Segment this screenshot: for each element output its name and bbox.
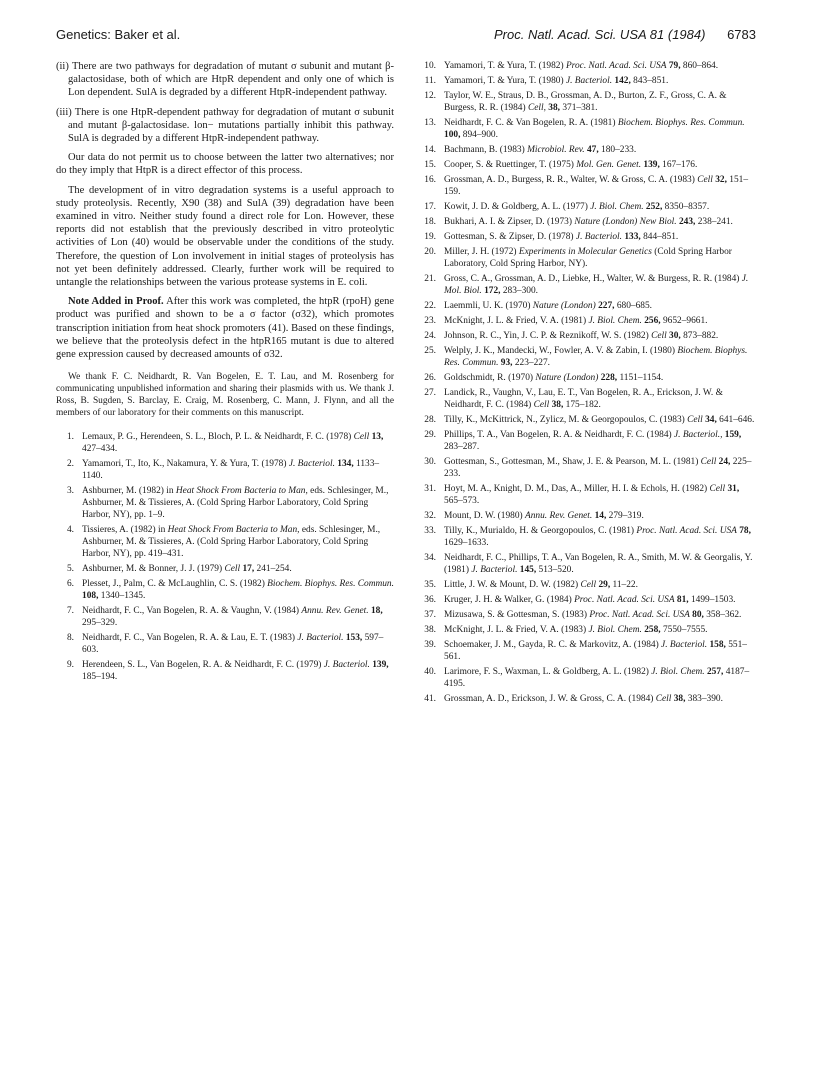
reference-item <box>56 458 394 482</box>
reference-pages: 1151–1154. <box>619 373 664 383</box>
reference-pages: 1340–1345. <box>100 591 146 602</box>
reference-number: 10. <box>424 61 436 71</box>
reference-item <box>418 624 760 636</box>
reference-item <box>56 431 394 455</box>
reference-number: 27. <box>424 388 436 398</box>
reference-authors: Tilly, K., McKittrick, N., Zylicz, M. & Georgopoulos, C. (1983) <box>444 415 685 425</box>
reference-volume: 30, <box>669 331 681 341</box>
reference-pages: 241–254. <box>256 564 292 575</box>
reference-source: Biochem. Biophys. Res. Commun. <box>444 346 748 368</box>
reference-number: 17. <box>424 202 436 212</box>
reference-item <box>418 60 760 72</box>
reference-number: 7. <box>66 606 74 617</box>
reference-volume: 153, <box>345 633 363 644</box>
reference-item <box>418 372 760 384</box>
reference-number: 5. <box>66 564 74 575</box>
reference-item <box>418 231 760 243</box>
reference-authors: Plesset, J., Palm, C. & McLaughlin, C. S. (1982) <box>82 579 265 590</box>
reference-source: Proc. Natl. Acad. Sci. USA <box>565 61 667 71</box>
reference-volume: 227, <box>598 301 615 311</box>
reference-pages: eds. Schlesinger, M., Ashburner, M. & Tissieres, A. (Cold Spring Harbor Laboratory, Cold Spring Harbor, NY), pp. 419–431. <box>82 525 381 560</box>
reference-source: J. Bacteriol. <box>661 640 708 650</box>
reference-number: 31. <box>424 484 436 494</box>
reference-authors: McKnight, J. L. & Fried, V. A. (1981) <box>444 316 587 326</box>
reference-pages: 283–287. <box>444 442 480 452</box>
reference-pages: 175–182. <box>565 400 601 410</box>
reference-number: 36. <box>424 595 436 605</box>
reference-item <box>418 144 760 156</box>
reference-source: Cell <box>700 457 717 467</box>
reference-volume: 32, <box>715 175 727 185</box>
reference-item <box>418 216 760 228</box>
reference-authors: Ashburner, M. & Bonner, J. J. (1979) <box>82 564 223 575</box>
reference-authors: Gottesman, S., Gottesman, M., Shaw, J. E. & Pearson, M. L. (1981) <box>444 457 699 467</box>
reference-number: 25. <box>424 346 436 356</box>
reference-item <box>418 414 760 426</box>
reference-authors: Laemmli, U. K. (1970) <box>444 301 531 311</box>
reference-source: Cell <box>353 432 370 443</box>
reference-item <box>418 525 760 549</box>
reference-authors: Neidhardt, F. C., Van Bogelen, R. A. & Vaughn, V. (1984) <box>82 606 300 617</box>
reference-item <box>418 300 760 312</box>
body-paragraph: (iii) There is one HtpR-dependent pathway for degradation of mutant σ subunit and mutant β-galactosidase. lon− mutations partially inhibit this pathway. SulA is degraded by a different HtpR-independent pathway. <box>56 106 394 145</box>
reference-volume: 158, <box>709 640 726 650</box>
reference-volume: 80, <box>692 610 704 620</box>
note-title: Note Added in Proof. <box>68 296 164 308</box>
reference-authors: Bachmann, B. (1983) <box>444 145 525 155</box>
reference-authors: Yamamori, T. & Yura, T. (1982) <box>444 61 564 71</box>
reference-authors: Little, J. W. & Mount, D. W. (1982) <box>444 580 579 590</box>
body-paragraph: The development of in vitro degradation systems is a useful approach to study proteolysis. Recently, X90 (38) and SulA (39) degradation have been examined in vitro. Neither study found a direct role for Lon. However, these reports did not establish that the previously described in vitro proteolytic activities of Lon (40) would be observable under the conditions of the study. Therefore, the question of Lon involvement in initial stages of proteolysis has not yet been definitely addressed. Clearly, further work will be required to untangle the relationships between the various protease systems in E. coli. <box>56 184 394 289</box>
reference-volume: 47, <box>586 145 599 155</box>
reference-authors: Phillips, T. A., Van Bogelen, R. A. & Neidhardt, F. C. (1984) <box>444 430 672 440</box>
reference-source: Microbiol. Rev. <box>527 145 585 155</box>
reference-authors: Grossman, A. D., Erickson, J. W. & Gross, C. A. (1984) <box>444 694 654 704</box>
reference-pages: 180–233. <box>601 145 637 155</box>
reference-item <box>418 510 760 522</box>
reference-item <box>418 345 760 369</box>
reference-authors: Bukhari, A. I. & Zipser, D. (1973) <box>444 217 572 227</box>
reference-item <box>418 330 760 342</box>
reference-source: Cell <box>709 484 726 494</box>
reference-item <box>418 483 760 507</box>
reference-source: Cell <box>580 580 597 590</box>
reference-source: J. Bacteriol. <box>297 633 344 644</box>
reference-item <box>418 579 760 591</box>
reference-authors: Larimore, F. S., Waxman, L. & Goldberg, A. L. (1982) <box>444 667 649 677</box>
reference-item <box>418 117 760 141</box>
reference-authors: Kowit, J. D. & Goldberg, A. L. (1977) <box>444 202 588 212</box>
reference-volume: 134, <box>337 459 354 470</box>
reference-number: 22. <box>424 301 436 311</box>
reference-number: 21. <box>424 274 436 284</box>
reference-volume: 139, <box>372 660 389 671</box>
reference-pages: 9652–9661. <box>662 316 708 326</box>
reference-number: 26. <box>424 373 436 383</box>
reference-authors: Herendeen, S. L., Van Bogelen, R. A. & Neidhardt, F. C. (1979) <box>82 660 322 671</box>
reference-source: Annu. Rev. Genet. <box>525 511 593 521</box>
reference-source: J. Bacteriol. <box>471 565 518 575</box>
reference-source: Mol. Gen. Genet. <box>576 160 642 170</box>
reference-pages: 680–685. <box>616 301 652 311</box>
reference-authors: Neidhardt, F. C., Phillips, T. A., Van Bogelen, R. A., Smith, M. W. & Georgalis, Y. (1981) <box>444 553 753 575</box>
reference-volume: 257, <box>706 667 724 677</box>
reference-item <box>418 174 760 198</box>
page-number: 6783 <box>727 27 756 42</box>
reference-volume: 172, <box>484 286 501 296</box>
reference-pages: 894–900. <box>462 130 498 140</box>
reference-number: 16. <box>424 175 436 185</box>
reference-number: 1. <box>66 432 74 443</box>
reference-number: 20. <box>424 247 436 257</box>
note-text: After this work was completed, the htpR (rpoH) gene product was purified and shown to be a σ factor (σ32), which promotes transcription initiation from heat shock promoters (41). Based on these findings, we believe that the proteolysis defect in the htpR165 mutant is due to altered gene expression caused by decreased amounts of σ32. <box>56 296 395 361</box>
reference-source: J. Bacteriol., <box>673 430 723 440</box>
reference-number: 41. <box>424 694 436 704</box>
reference-pages: (Cold Spring Harbor Laboratory, Cold Spring Harbor, NY). <box>444 247 732 269</box>
reference-volume: 258, <box>644 625 661 635</box>
reference-source: Nature (London) <box>532 301 596 311</box>
reference-source: Experiments in Molecular Genetics <box>518 247 652 257</box>
reference-authors: Taylor, W. E., Straus, D. B., Grossman, A. D., Burton, Z. F., Gross, C. A. & Burgess, R. R. (1984) <box>444 91 727 113</box>
reference-number: 12. <box>424 91 436 101</box>
reference-source: J. Bacteriol. <box>323 660 370 671</box>
journal-citation <box>494 27 756 42</box>
reference-authors: Grossman, A. D., Burgess, R. R., Walter, W. & Gross, C. A. (1983) <box>444 175 695 185</box>
reference-number: 4. <box>66 525 74 536</box>
reference-item <box>418 387 760 411</box>
reference-item <box>56 632 394 656</box>
reference-source: Cell <box>533 400 550 410</box>
reference-item <box>418 90 760 114</box>
reference-authors: Johnson, R. C., Yin, J. C. P. & Reznikoff, W. S. (1982) <box>444 331 649 341</box>
reference-source: J. Biol. Chem. <box>590 202 644 212</box>
reference-source: J. Mol. Biol. <box>444 274 749 296</box>
reference-number: 8. <box>66 633 74 644</box>
reference-item <box>56 563 394 575</box>
reference-pages: 238–241. <box>697 217 733 227</box>
reference-volume: 159, <box>724 430 742 440</box>
reference-number: 9. <box>66 660 74 671</box>
reference-item <box>418 315 760 327</box>
reference-pages: 844–851. <box>643 232 679 242</box>
reference-item <box>418 201 760 213</box>
reference-pages: eds. Schlesinger, M., Ashburner, M. & Tissieres, A. (Cold Spring Harbor Laboratory, Cold Spring Harbor, NY), pp. 1–9. <box>82 486 389 521</box>
reference-pages: 513–520. <box>538 565 574 575</box>
reference-number: 35. <box>424 580 436 590</box>
reference-number: 33. <box>424 526 436 536</box>
reference-pages: 371–381. <box>562 103 598 113</box>
reference-source: Biochem. Biophys. Res. Commun. <box>267 579 394 590</box>
reference-volume: 29, <box>598 580 611 590</box>
reference-number: 24. <box>424 331 436 341</box>
reference-number: 34. <box>424 553 436 563</box>
reference-pages: 358–362. <box>706 610 742 620</box>
reference-list <box>56 431 394 683</box>
reference-item <box>56 659 394 683</box>
body-paragraph: Our data do not permit us to choose between the latter two alternatives; nor do they imply that HtpR is a direct effector of this process. <box>56 152 394 177</box>
reference-number: 13. <box>424 118 436 128</box>
reference-number: 15. <box>424 160 436 170</box>
reference-source: Cell <box>651 331 667 341</box>
left-column <box>56 60 394 686</box>
reference-item <box>418 693 760 705</box>
reference-authors: Yamamori, T. & Yura, T. (1980) <box>444 76 564 86</box>
reference-source: Biochem. Biophys. Res. Commun. <box>617 118 745 128</box>
reference-number: 6. <box>66 579 74 590</box>
reference-pages: 597–603. <box>82 633 384 656</box>
reference-item <box>56 485 394 521</box>
reference-number: 19. <box>424 232 436 242</box>
reference-source: Proc. Natl. Acad. Sci. USA <box>574 595 675 605</box>
reference-pages: 873–882. <box>683 331 719 341</box>
reference-number: 2. <box>66 459 74 470</box>
reference-item <box>418 552 760 576</box>
journal-name: Proc. Natl. Acad. Sci. USA 81 (1984) <box>493 27 706 42</box>
reference-pages: 8350–8357. <box>664 202 710 212</box>
reference-volume: 108, <box>82 591 99 602</box>
reference-volume: 17, <box>242 564 255 575</box>
reference-authors: Yamamori, T., Ito, K., Nakamura, Y. & Yura, T. (1978) <box>82 459 287 470</box>
right-column <box>418 60 760 708</box>
reference-source: J. Biol. Chem. <box>588 625 642 635</box>
reference-authors: Kruger, J. H. & Walker, G. (1984) <box>444 595 572 605</box>
reference-pages: 4187–4195. <box>444 667 750 689</box>
reference-authors: Miller, J. H. (1972) <box>444 247 517 257</box>
reference-number: 23. <box>424 316 436 326</box>
reference-volume: 256, <box>644 316 661 326</box>
reference-volume: 13, <box>371 432 384 443</box>
reference-authors: Welply, J. K., Mandecki, W., Fowler, A. V. & Zabin, I. (1980) <box>444 346 675 356</box>
reference-pages: 383–390. <box>687 694 723 704</box>
reference-volume: 145, <box>519 565 537 575</box>
reference-pages: 427–434. <box>82 444 118 455</box>
reference-volume: 34, <box>705 415 717 425</box>
reference-authors: Mount, D. W. (1980) <box>444 511 523 521</box>
reference-item <box>418 609 760 621</box>
reference-item <box>418 666 760 690</box>
reference-volume: 18, <box>370 606 383 617</box>
reference-authors: Mizusawa, S. & Gottesman, S. (1983) <box>444 610 587 620</box>
note-added-in-proof <box>56 295 394 361</box>
reference-authors: Tissieres, A. (1982) in <box>82 525 166 536</box>
reference-pages: 7550–7555. <box>662 625 708 635</box>
reference-item <box>418 429 760 453</box>
reference-item <box>418 159 760 171</box>
reference-authors: Hoyt, M. A., Knight, D. M., Das, A., Miller, H. I. & Echols, H. (1982) <box>444 484 708 494</box>
reference-pages: 223–227. <box>514 358 550 368</box>
reference-volume: 100, <box>444 130 461 140</box>
reference-authors: Neidhardt, F. C. & Van Bogelen, R. A. (1981) <box>444 118 616 128</box>
reference-item <box>56 524 394 560</box>
reference-source: Nature (London) <box>535 373 599 383</box>
reference-volume: 139, <box>643 160 660 170</box>
acknowledgment: We thank F. C. Neidhardt, R. Van Bogelen, E. T. Lau, and M. Rosenberg for communicating unpublished information and sharing their plasmids with us. We thank J. Ross, B. Sugden, S. Barclay, E. Craig, M. Rosenberg, C. Mann, J. Flynn, and all the members of our laboratory for their comments on this manuscript. <box>56 372 394 419</box>
reference-source: Heat Shock From Bacteria to Man, <box>167 525 300 536</box>
reference-number: 11. <box>424 76 436 86</box>
reference-authors: Landick, R., Vaughn, V., Lau, E. T., Van Bogelen, R. A., Erickson, J. W. & Neidhardt, F. C. (1984) <box>444 388 723 410</box>
reference-number: 30. <box>424 457 436 467</box>
reference-number: 29. <box>424 430 436 440</box>
reference-source: Cell <box>224 564 241 575</box>
reference-number: 38. <box>424 625 436 635</box>
reference-number: 37. <box>424 610 436 620</box>
reference-authors: Neidhardt, F. C., Van Bogelen, R. A. & Lau, E. T. (1983) <box>82 633 296 644</box>
reference-pages: 167–176. <box>662 160 698 170</box>
reference-pages: 551–561. <box>444 640 747 662</box>
reference-number: 32. <box>424 511 436 521</box>
reference-number: 3. <box>66 486 74 497</box>
reference-volume: 38, <box>673 694 686 704</box>
reference-item <box>418 594 760 606</box>
reference-authors: Cooper, S. & Ruettinger, T. (1975) <box>444 160 574 170</box>
reference-source: Proc. Natl. Acad. Sci. USA <box>636 526 737 536</box>
reference-source: Cell <box>655 694 672 704</box>
reference-volume: 78, <box>739 526 751 536</box>
reference-pages: 843–851. <box>633 76 669 86</box>
reference-source: J. Bacteriol. <box>575 232 622 242</box>
reference-volume: 133, <box>624 232 641 242</box>
reference-volume: 142, <box>614 76 631 86</box>
reference-source: J. Biol. Chem. <box>588 316 642 326</box>
reference-authors: Goldschmidt, R. (1970) <box>444 373 534 383</box>
reference-item <box>418 246 760 270</box>
reference-volume: 14, <box>594 511 607 521</box>
reference-number: 39. <box>424 640 436 650</box>
reference-number: 40. <box>424 667 436 677</box>
running-head: Genetics: Baker et al. <box>56 27 181 42</box>
reference-list <box>418 60 760 705</box>
reference-source: Proc. Natl. Acad. Sci. USA <box>589 610 690 620</box>
reference-volume: 79, <box>668 61 681 71</box>
reference-item <box>56 578 394 602</box>
reference-pages: 1499–1503. <box>690 595 736 605</box>
reference-volume: 252, <box>645 202 663 212</box>
reference-pages: 151–159. <box>444 175 748 197</box>
page-header <box>56 27 756 45</box>
reference-source: J. Biol. Chem. <box>651 667 705 677</box>
reference-pages: 225–233. <box>444 457 752 479</box>
reference-volume: 24, <box>718 457 731 467</box>
reference-source: Heat Shock From Bacteria to Man, <box>175 486 308 497</box>
reference-pages: 1629–1633. <box>444 538 489 548</box>
reference-pages: 565–573. <box>444 496 480 506</box>
reference-pages: 283–300. <box>502 286 539 296</box>
reference-source: J. Bacteriol. <box>565 76 613 86</box>
reference-pages: 641–646. <box>719 415 755 425</box>
reference-authors: Tilly, K., Murialdo, H. & Georgopoulos, C. (1981) <box>444 526 635 536</box>
reference-authors: Lemaux, P. G., Herendeen, S. L., Bloch, P. L. & Neidhardt, F. C. (1978) <box>82 432 352 443</box>
reference-authors: Gottesman, S. & Zipser, D. (1978) <box>444 232 574 242</box>
reference-volume: 243, <box>678 217 696 227</box>
reference-authors: Gross, C. A., Grossman, A. D., Liebke, H., Walter, W. & Burgess, R. R. (1984) <box>444 274 740 284</box>
reference-pages: 185–194. <box>82 672 118 683</box>
reference-volume: 228, <box>600 373 618 383</box>
reference-authors: McKnight, J. L. & Fried, V. A. (1983) <box>444 625 587 635</box>
reference-pages: 1133–1140. <box>82 459 380 482</box>
reference-authors: Schoemaker, J. M., Gayda, R. C. & Markovitz, A. (1984) <box>444 640 659 650</box>
reference-source: Cell <box>697 175 713 185</box>
reference-source: Annu. Rev. Genet. <box>301 606 369 617</box>
reference-item <box>418 639 760 663</box>
reference-number: 28. <box>424 415 436 425</box>
reference-pages: 860–864. <box>682 61 719 71</box>
reference-volume: 38, <box>548 103 560 113</box>
reference-item <box>418 456 760 480</box>
reference-pages: 279–319. <box>608 511 644 521</box>
reference-source: Cell <box>687 415 703 425</box>
reference-volume: 38, <box>551 400 564 410</box>
reference-item <box>418 75 760 87</box>
reference-source: Nature (London) New Biol. <box>574 217 677 227</box>
reference-pages: 11–22. <box>612 580 638 590</box>
reference-volume: 81, <box>676 595 689 605</box>
reference-item <box>56 605 394 629</box>
reference-source: J. Bacteriol. <box>288 459 335 470</box>
reference-source: Cell, <box>527 103 546 113</box>
reference-volume: 31, <box>727 484 740 494</box>
reference-number: 14. <box>424 145 436 155</box>
reference-volume: 93, <box>500 358 513 368</box>
reference-item <box>418 273 760 297</box>
body-paragraph: (ii) There are two pathways for degradation of mutant σ subunit and mutant β-galactosidase, both of which are HtpR dependent and only one of which is Lon dependent. SulA is degraded by a different HtpR-independent pathway. <box>56 61 394 99</box>
reference-pages: 295–329. <box>82 618 118 629</box>
reference-authors: Ashburner, M. (1982) in <box>82 486 174 497</box>
reference-number: 18. <box>424 217 436 227</box>
